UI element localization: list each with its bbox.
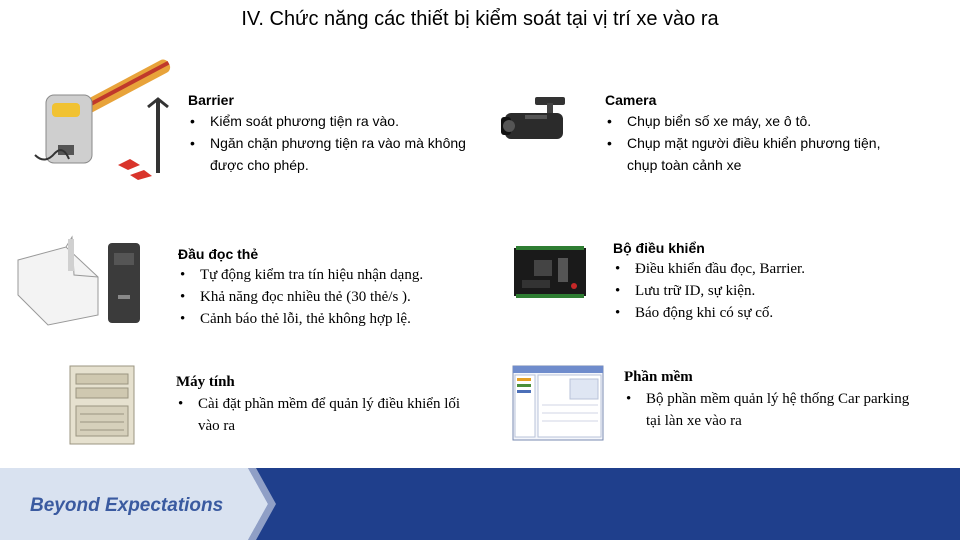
device-bullet: • Ngăn chặn phương tiện ra vào mà không được cho phép. [188, 132, 473, 176]
card-reader-icon [8, 235, 158, 327]
software-window-icon [512, 365, 604, 441]
barrier-gate-icon [30, 55, 180, 185]
device-bullet: • Cài đặt phần mềm để quản lý điều khiển lối vào ra [176, 393, 476, 437]
device-bullet: • Chụp mặt người điều khiển phương tiện, chụp toàn cảnh xe [605, 132, 905, 176]
device-barrier [188, 92, 473, 176]
cctv-camera-icon [495, 95, 575, 155]
computer-tower-icon [66, 362, 138, 448]
device-title: Bộ điều khiển [613, 240, 705, 256]
device-bullet: • Cảnh báo thẻ lỗi, thẻ không hợp lệ. [178, 308, 488, 330]
device-bullet: • Chụp biển số xe máy, xe ô tô. [605, 110, 905, 132]
device-title: Đầu đọc thẻ [178, 246, 259, 262]
footer-banner [0, 468, 960, 540]
device-camera [605, 92, 905, 176]
device-bullet: • Tự động kiểm tra tín hiệu nhận dạng. [178, 264, 488, 286]
device-title: Máy tính [176, 374, 235, 390]
device-computer [176, 374, 476, 437]
device-bullet: • Bộ phần mềm quản lý hệ thống Car parking tại làn xe vào ra [624, 388, 924, 432]
device-bullet: • Khả năng đọc nhiều thẻ (30 thẻ/s ). [178, 286, 488, 308]
footer-brand-text: Beyond Expectations [30, 495, 224, 516]
device-software [624, 369, 924, 432]
device-card-reader [178, 246, 488, 330]
device-bullet: • Điều khiển đầu đọc, Barrier. [613, 258, 913, 280]
controller-board-icon [512, 244, 588, 300]
device-controller [613, 240, 913, 324]
device-bullet: • Báo động khi có sự cố. [613, 302, 913, 324]
device-title: Phần mềm [624, 369, 693, 385]
slide-title: IV. Chức năng các thiết bị kiểm soát tại vị trí xe vào ra [241, 8, 719, 30]
device-bullet: • Kiểm soát phương tiện ra vào. [188, 110, 473, 132]
device-title: Camera [605, 92, 657, 108]
device-bullet: • Lưu trữ ID, sự kiện. [613, 280, 913, 302]
device-title: Barrier [188, 92, 234, 108]
